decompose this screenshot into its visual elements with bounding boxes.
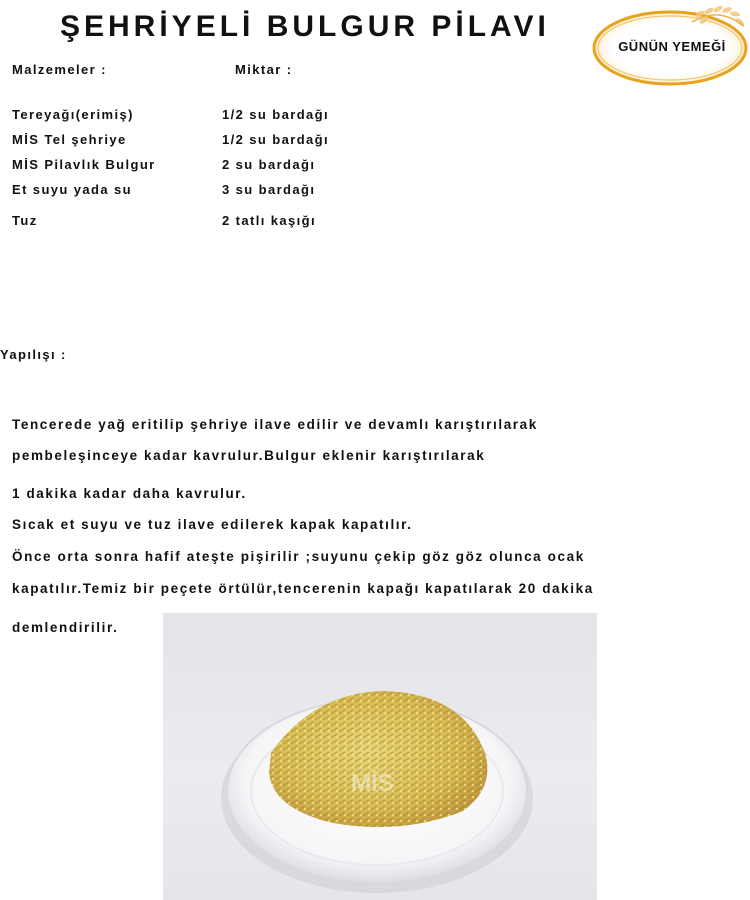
ingredient-qty: 1/2 su bardağı xyxy=(222,107,330,122)
page-title: ŞEHRİYELİ BULGUR PİLAVI xyxy=(60,10,550,43)
method-step: 1 dakika kadar daha kavrulur. xyxy=(12,486,247,501)
method-header: Yapılışı : xyxy=(0,347,67,362)
method-step: kapatılır.Temiz bir peçete örtülür,tencerenin kapağı kapatılarak 20 dakika xyxy=(12,581,594,596)
ingredient-name: Tuz xyxy=(12,213,38,228)
ingredient-name: Tereyağı(erimiş) xyxy=(12,107,134,122)
gunun-yemegi-badge xyxy=(588,4,750,88)
method-step: Önce orta sonra hafif ateşte pişirilir ;suyunu çekip göz göz olunca ocak xyxy=(12,549,585,564)
ingredient-qty: 2 su bardağı xyxy=(222,157,316,172)
ingredient-qty: 2 tatlı kaşığı xyxy=(222,213,317,228)
method-step: Sıcak et suyu ve tuz ilave edilerek kapak kapatılır. xyxy=(12,517,413,532)
badge-label: GÜNÜN YEMEĞİ xyxy=(618,39,726,54)
watermark-text: MİS xyxy=(351,770,394,797)
amount-header: Miktar : xyxy=(235,62,293,77)
ingredient-name: MİS Pilavlık Bulgur xyxy=(12,157,156,172)
ingredient-name: Et suyu yada su xyxy=(12,182,132,197)
method-step: Tencerede yağ eritilip şehriye ilave edilir ve devamlı karıştırılarak xyxy=(12,417,538,432)
plate-image xyxy=(163,613,597,900)
ingredient-qty: 1/2 su bardağı xyxy=(222,132,330,147)
method-step: pembeleşinceye kadar kavrulur.Bulgur eklenir karıştırılarak xyxy=(12,448,486,463)
ingredients-header: Malzemeler : xyxy=(12,62,107,77)
method-step: demlendirilir. xyxy=(12,620,119,635)
pilaf-photo xyxy=(163,613,597,900)
ingredient-qty: 3 su bardağı xyxy=(222,182,316,197)
ingredient-name: MİS Tel şehriye xyxy=(12,132,127,147)
